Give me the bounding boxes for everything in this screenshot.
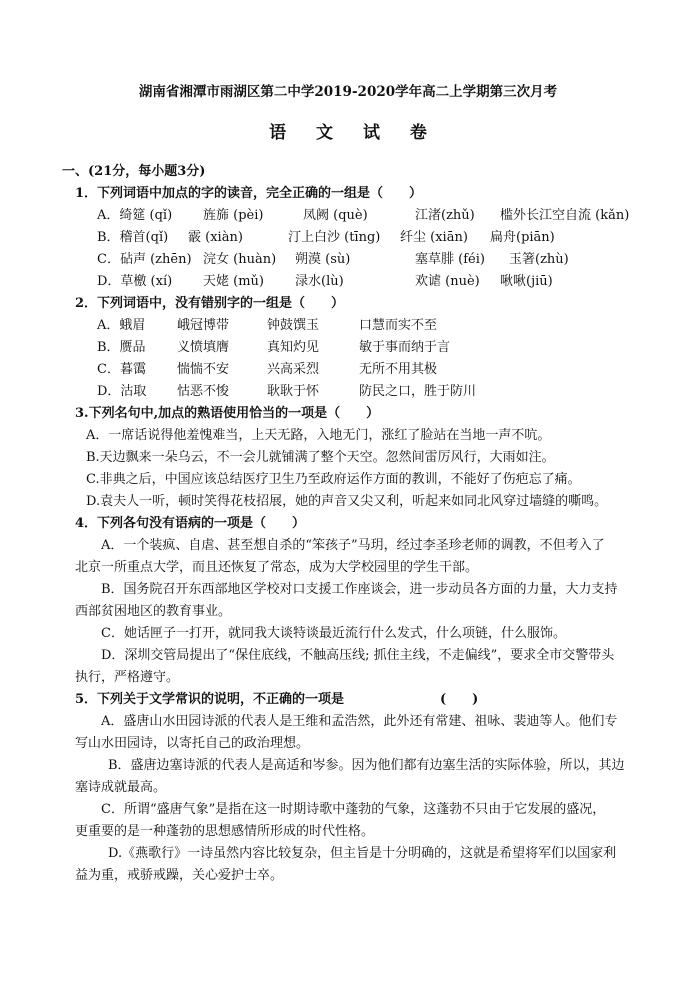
q1-d-term1: D．草檄 (xí) (97, 274, 173, 289)
q1-a-term3: 凤阙 (què) (303, 208, 368, 223)
q4-option-b-line1: B．国务院召开东西部地区学校对口支援工作座谈会，进一步动员各方面的力量，大力支持 (101, 582, 618, 597)
q1-stem: 1．下列词语中加点的字的读音，完全正确的一组是（ ） (75, 186, 423, 201)
q2-b-term3: 真知灼见 (267, 340, 320, 355)
exam-header-title: 湖南省湘潭市雨湖区第二中学2019-2020学年高二上学期第三次月考 (138, 84, 558, 100)
q5-option-a-line2: 写山水田园诗，以寄托自己的政治理想。 (75, 736, 310, 751)
q5-option-d-line1: D.《燕歌行》一诗虽然内容比较复杂，但主旨是十分明确的，这就是希望将军们以国家利 (108, 846, 617, 861)
q5-option-d-line2: 益为重，戒骄戒躁，关心爱护士卒。 (75, 868, 284, 883)
q2-a-term4: 口慧而实不至 (359, 318, 438, 333)
q2-b-term2: 义愤填膺 (177, 340, 230, 355)
q2-stem: 2．下列词语中，没有错别字的一组是（ ） (75, 296, 345, 311)
q4-stem: 4．下列各句没有语病的一项是（ ） (75, 516, 306, 531)
q1-d-term3: 渌水(lù) (295, 274, 344, 289)
q1-a-term4: 江渚(zhǔ) (415, 208, 475, 223)
q5-option-b-line1: B．盛唐边塞诗派的代表人是高适和岑参。因为他们都有边塞生活的实际体验，所以，其边 (108, 758, 625, 773)
q5-answer-paren: ( ) (440, 692, 479, 707)
q2-c-term4: 无所不用其极 (359, 362, 438, 377)
q4-option-a-line2: 北京一所重点大学，而且还恢复了常态，成为大学校园里的学生干部。 (75, 560, 479, 575)
q1-d-term5: 啾啾(jiū) (500, 274, 553, 289)
q1-a-term1: A．绮筵 (qǐ) (97, 208, 173, 223)
q2-a-term1: A．蛾眉 (97, 318, 146, 333)
q3-option-a: A．一席话说得他羞愧难当，上天无路，入地无门，涨红了脸站在当地一声不吭。 (86, 428, 551, 443)
q2-d-term3: 耿耿于怀 (267, 384, 320, 399)
q1-c-term2: 浣女 (huàn) (203, 252, 277, 267)
q2-c-term2: 惴惴不安 (177, 362, 230, 377)
q2-a-term3: 钟鼓馔玉 (267, 318, 320, 333)
q1-b-term3: 汀上白沙 (tīng) (288, 230, 381, 245)
q3-option-b: B.天边飘来一朵乌云，不一会儿就铺满了整个天空。忽然间雷厉风行，大雨如注。 (86, 450, 555, 465)
q1-c-term3: 朔漠 (sù) (295, 252, 351, 267)
q3-option-d: D.袁夫人一听，顿时笑得花枝招展，她的声音又尖又利，听起来如同北风穿过墙缝的嘶鸣。 (86, 494, 608, 509)
section-heading: 一、(21分，每小题3分) (62, 164, 206, 179)
q3-option-c: C.非典之后，中国应该总结医疗卫生乃至政府运作方面的教训，不能好了伤疤忘了痛。 (86, 472, 581, 487)
q5-option-a-line1: A．盛唐山水田园诗派的代表人是王维和孟浩然，此外还有常建、祖咏、裴迪等人。他们专 (101, 714, 618, 729)
q1-d-term4: 欢谑 (nuè) (415, 274, 480, 289)
q1-b-term1: B．稽首(qǐ) (97, 230, 169, 245)
q5-option-c-line1: C．所谓“盛唐气象”是指在这一时期诗歌中蓬勃的气象，这蓬勃不只由于它发展的盛况， (101, 802, 606, 817)
q2-c-term3: 兴高采烈 (267, 362, 320, 377)
q2-d-term2: 怙恶不悛 (177, 384, 230, 399)
q4-option-a-line1: A．一个装疯、自虐、甚至想自杀的“笨孩子”马玥，经过李圣珍老师的调教，不但考入了 (101, 538, 605, 553)
q2-d-term1: D．沽取 (97, 384, 147, 399)
q1-c-term5: 玉箸(zhù) (509, 252, 569, 267)
q3-stem: 3.下列名句中,加点的熟语使用恰当的一项是（ ） (75, 406, 380, 421)
q4-option-d-line2: 执行，严格遵守。 (75, 670, 180, 685)
q1-b-term2: 霰 (xiàn) (188, 230, 243, 245)
q2-d-term4: 防民之口，胜于防川 (359, 384, 477, 399)
q2-b-term1: B．赝品 (97, 340, 146, 355)
q5-option-b-line2: 塞诗成就最高。 (75, 780, 167, 795)
q4-option-c: C．她话匣子一打开，就同我大谈特谈最近流行什么发式，什么项链，什么服饰。 (101, 626, 566, 641)
q2-c-term1: C．暮霭 (97, 362, 146, 377)
exam-subtitle: 语 文 试 卷 (269, 123, 439, 143)
q5-option-c-line2: 更重要的是一种蓬勃的思想感情所形成的时代性格。 (75, 824, 375, 839)
q4-option-d-line1: D．深圳交管局提出了“保住底线，不触高压线; 抓住主线，不走偏线”，要求全市交警带头 (101, 648, 615, 663)
q1-c-term4: 塞草腓 (féi) (415, 252, 485, 267)
q1-d-term2: 天姥 (mǔ) (203, 274, 264, 289)
q1-b-term4: 纤尘 (xiān) (400, 230, 468, 245)
q1-a-term5: 槛外长江空自流 (kǎn) (500, 208, 630, 223)
q2-a-term2: 峨冠博带 (177, 318, 230, 333)
q1-b-term5: 扁舟(piān) (490, 230, 555, 245)
q1-c-term1: C．砧声 (zhēn) (97, 252, 192, 267)
q5-stem: 5．下列关于文学常识的说明，不正确的一项是 (75, 692, 345, 707)
q4-option-b-line2: 西部贫困地区的教育事业。 (75, 604, 232, 619)
q1-a-term2: 旌旆 (pèi) (203, 208, 264, 223)
q2-b-term4: 敏于事而纳于言 (359, 340, 451, 355)
